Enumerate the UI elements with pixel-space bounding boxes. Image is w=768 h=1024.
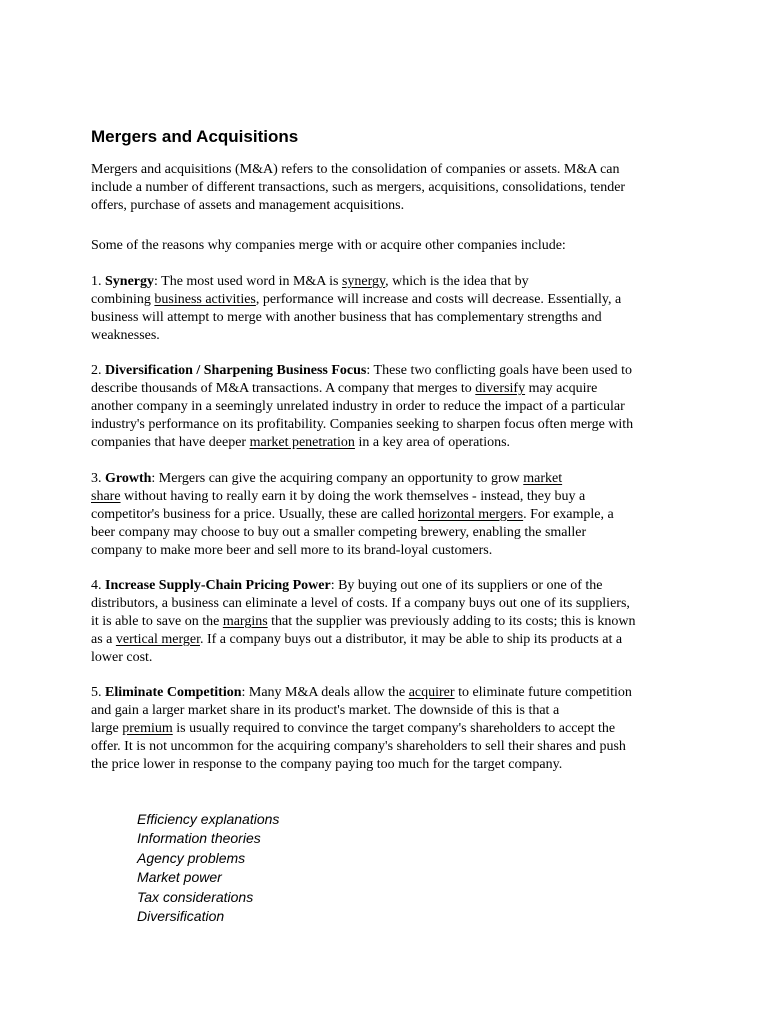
reason-term: Eliminate Competition	[105, 685, 242, 700]
text-line: include a number of different transactions, such as mergers, acquisitions, consolidations, tender	[91, 180, 626, 195]
theories-list	[137, 810, 279, 926]
text-line: weaknesses.	[91, 328, 160, 343]
reasons-intro-paragraph	[91, 237, 566, 255]
text-span: is usually required to convince the target company's shareholders to accept the	[172, 721, 616, 736]
text-line	[91, 631, 636, 649]
text-span: that the supplier was previously adding to its costs; this is known	[267, 614, 636, 629]
intro-paragraph	[91, 161, 625, 215]
text-span: companies that have deeper	[91, 435, 250, 450]
text-line: another company in a seemingly unrelated industry in order to reduce the impact of a particular	[91, 399, 625, 414]
text-span: : Many M&A deals allow the	[241, 685, 409, 700]
reason-term: Diversification / Sharpening Business Focus	[105, 363, 367, 378]
text-line	[91, 577, 636, 595]
text-line: Some of the reasons why companies merge with or acquire other companies include:	[91, 238, 566, 253]
text-span: combining	[91, 292, 155, 307]
reason-term: Growth	[105, 471, 152, 486]
list-number: 5.	[91, 685, 105, 700]
diversify-link[interactable]: diversify	[475, 381, 526, 396]
text-line	[91, 488, 614, 506]
market-share-link[interactable]: market	[523, 471, 563, 486]
text-line	[91, 380, 633, 398]
reason-growth	[91, 470, 614, 560]
synergy-link[interactable]: synergy	[341, 274, 386, 289]
text-line	[91, 506, 614, 524]
text-line	[91, 470, 614, 488]
horizontal-mergers-link[interactable]: horizontal mergers	[418, 507, 524, 522]
acquirer-link[interactable]: acquirer	[408, 685, 455, 700]
text-span: , performance will increase and costs will decrease. Essentially, a	[255, 292, 622, 307]
text-span: : Mergers can give the acquiring company an opportunity to grow	[151, 471, 524, 486]
text-span: to eliminate future competition	[454, 685, 632, 700]
text-line	[91, 684, 632, 702]
market-share-link[interactable]: share	[91, 489, 121, 504]
text-span: describe thousands of M&A transactions. A company that merges to	[91, 381, 476, 396]
list-item: Information theories	[137, 830, 261, 847]
text-span: : These two conflicting goals have been used to	[366, 363, 633, 378]
text-span: : The most used word in M&A is	[154, 274, 342, 289]
list-item: Market power	[137, 869, 222, 886]
list-item: Efficiency explanations	[137, 811, 280, 827]
text-line: lower cost.	[91, 650, 153, 665]
text-span: . If a company buys out a distributor, it may be able to ship its products at a	[199, 632, 623, 647]
text-line	[91, 434, 633, 452]
text-span: it is able to save on the	[91, 614, 223, 629]
text-span: . For example, a	[523, 507, 614, 522]
text-span: in a key area of operations.	[354, 435, 511, 450]
business-activities-link[interactable]: business activities	[154, 292, 256, 307]
list-item: Tax considerations	[137, 888, 254, 905]
margins-link[interactable]: margins	[222, 614, 268, 629]
text-line	[91, 362, 633, 380]
text-span: as a	[91, 632, 116, 647]
reason-diversification	[91, 362, 633, 452]
text-line: offer. It is not uncommon for the acquiring company's shareholders to sell their shares and push	[91, 739, 626, 754]
text-line: the price lower in response to the company paying too much for the target company.	[91, 757, 563, 772]
text-span: , which is the idea that by	[385, 274, 529, 289]
premium-link[interactable]: premium	[122, 721, 173, 736]
text-line: offers, purchase of assets and management acquisitions.	[91, 198, 405, 213]
text-span: : By buying out one of its suppliers or one of the	[330, 578, 603, 593]
text-line: industry's performance on its profitability. Companies seeking to sharpen focus often merge with	[91, 417, 634, 432]
page-title: Mergers and Acquisitions	[91, 127, 299, 146]
market-penetration-link[interactable]: market penetration	[249, 435, 355, 450]
reason-term: Increase Supply-Chain Pricing Power	[105, 578, 331, 593]
reason-supply-chain	[91, 577, 636, 667]
list-number: 2.	[91, 363, 105, 378]
list-item: Agency problems	[137, 849, 246, 866]
text-line	[91, 720, 632, 738]
text-line: beer company may choose to buy out a smaller competing brewery, enabling the smaller	[91, 525, 587, 540]
reason-term: Synergy	[105, 274, 154, 289]
list-item: Diversification	[137, 907, 225, 924]
text-span: without having to really earn it by doing the work themselves - instead, they buy a	[120, 489, 586, 504]
text-line: Mergers and acquisitions (M&A) refers to the consolidation of companies or assets. M&A can	[91, 162, 620, 177]
vertical-merger-link[interactable]: vertical merger	[115, 632, 200, 647]
list-number: 1.	[91, 274, 105, 289]
text-span: competitor's business for a price. Usually, these are called	[91, 507, 419, 522]
reason-competition	[91, 684, 632, 774]
text-span: may acquire	[525, 381, 598, 396]
text-line	[91, 613, 636, 631]
text-line: business will attempt to merge with another business that has complementary strengths and	[91, 310, 602, 325]
reason-synergy	[91, 273, 621, 345]
text-line: distributors, a business can eliminate a level of costs. If a company buys out one of its suppliers,	[91, 596, 630, 611]
text-line	[91, 291, 621, 309]
list-number: 3.	[91, 471, 105, 486]
text-line	[91, 273, 621, 291]
text-line: company to make more beer and sell more to its brand-loyal customers.	[91, 543, 493, 558]
text-line: and gain a larger market share in its product's market. The downside of this is that a	[91, 703, 560, 718]
text-span: large	[91, 721, 123, 736]
list-number: 4.	[91, 578, 105, 593]
